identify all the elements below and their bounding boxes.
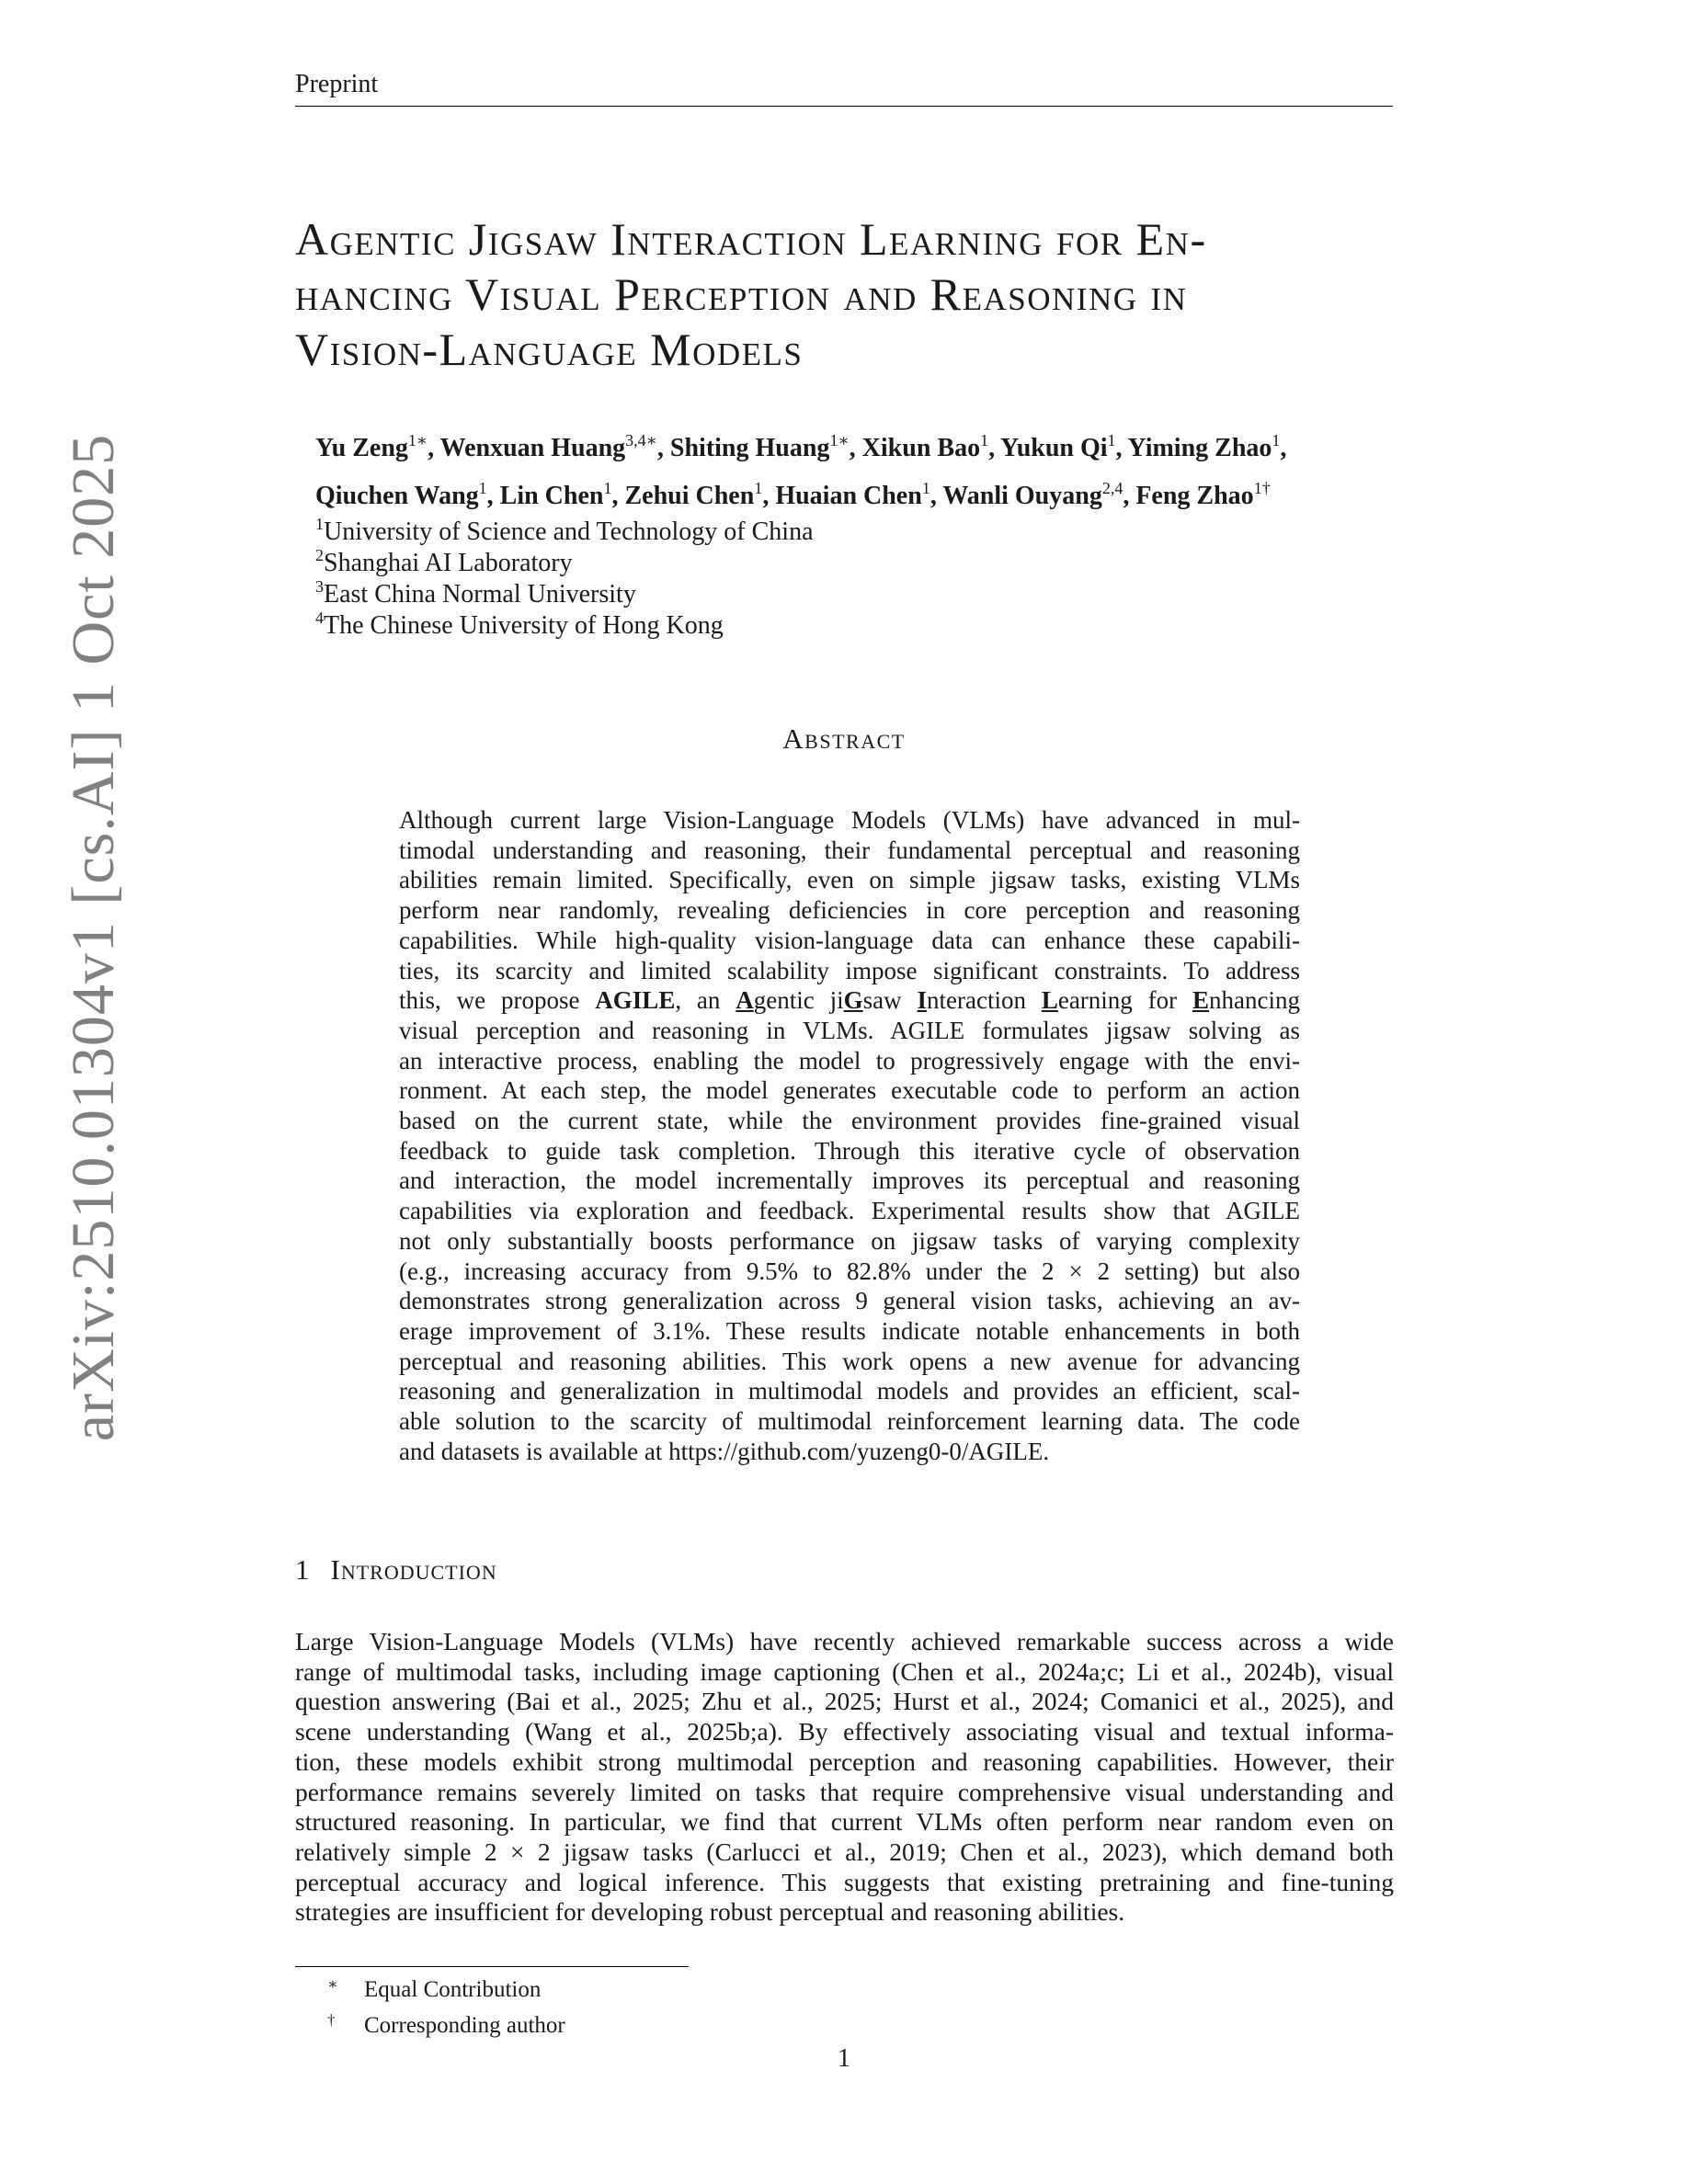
affiliation-number: 4 xyxy=(315,609,324,627)
title-line: Vision-Language Models xyxy=(295,324,804,375)
author-name: Huaian Chen xyxy=(775,482,922,510)
intro-line: question answering (Bai et al., 2025; Zhu et al., 2025; Hurst et al., 2024; Comanici et al., 2025), and xyxy=(295,1687,1394,1716)
title-line: hancing Visual Perception and Reasoning in xyxy=(295,268,1188,320)
abstract-line: abilities remain limited. Specifically, even on simple jigsaw tasks, existing VLMs xyxy=(399,866,1300,894)
author-affil-mark: 2,4 xyxy=(1101,479,1123,497)
abstract-text: gentic ji xyxy=(753,986,844,1015)
author-name: Lin Chen xyxy=(499,482,604,510)
abstract-line: and datasets is available at https://github.com/yuzeng0-0/AGILE. xyxy=(399,1437,1050,1465)
abstract-line: Although current large Vision-Language Models (VLMs) have advanced in mul- xyxy=(399,806,1300,834)
affiliation xyxy=(315,610,814,642)
abstract-line: (e.g., increasing accuracy from 9.5% to 82.8% under the 2 × 2 setting) but also xyxy=(399,1257,1300,1285)
abstract-line: and interaction, the model incrementally improves its perceptual and reasoning xyxy=(399,1166,1300,1195)
author-name: Qiuchen Wang xyxy=(315,482,479,510)
intro-line: Large Vision-Language Models (VLMs) have recently achieved remarkable success across a wide xyxy=(295,1627,1394,1655)
running-head: Preprint xyxy=(295,70,379,98)
intro-line: structured reasoning. In particular, we find that current VLMs often perform near random even on xyxy=(295,1807,1394,1837)
author-affil-mark: 1 xyxy=(603,479,612,497)
author-name: Yiming Zhao xyxy=(1127,434,1272,462)
page-number: 1 xyxy=(838,2044,850,2073)
acronym-letter: I xyxy=(917,986,928,1015)
abstract-agile-line xyxy=(399,985,1300,1016)
header-rule xyxy=(295,106,1393,107)
introduction-body xyxy=(295,1627,1394,1928)
agile-name: AGILE xyxy=(595,986,676,1015)
author-affil-mark: 1∗ xyxy=(829,431,850,449)
author-name: Wenxuan Huang xyxy=(439,434,626,462)
acronym-letter: L xyxy=(1041,986,1058,1015)
section-heading xyxy=(295,1553,497,1587)
author-line-1: Yu Zeng$^{1∗}$, Wenxuan Huang$^{3,4∗}$, Shiting Huang$^{1∗}$, Xikun Bao$^1$, Yukun Qi$^1$, Yiming Zhao$^1$, xyxy=(315,431,1287,462)
author-affil-mark: 1∗ xyxy=(407,431,428,449)
affiliation-number: 1 xyxy=(315,515,324,533)
author-line-2: Qiuchen Wang$^1$, Lin Chen$^1$, Zehui Chen$^1$, Huaian Chen$^1$, Wanli Ouyang$^{2,4}$, Feng Zhao$^{1\dagger}$ xyxy=(315,479,1271,510)
affiliation-number: 3 xyxy=(315,577,324,596)
affiliation xyxy=(315,517,814,548)
abstract-line: visual perception and reasoning in VLMs. AGILE formulates jigsaw solving as xyxy=(399,1016,1300,1044)
author-affil-mark: 1 xyxy=(478,479,487,497)
author-affil-mark: 1 xyxy=(754,479,763,497)
affiliation-text: University of Science and Technology of China xyxy=(324,518,814,546)
author-affil-mark: 1 xyxy=(921,479,930,497)
abstract-line: perform near randomly, revealing deficiencies in core perception and reasoning xyxy=(399,896,1300,925)
abstract-line: feedback to guide task completion. Through this iterative cycle of observation xyxy=(399,1136,1300,1165)
author-affil-mark: 1 xyxy=(1272,431,1281,449)
abstract-line: able solution to the scarcity of multimodal reinforcement learning data. The code xyxy=(399,1407,1300,1436)
footnote-mark: ∗ xyxy=(327,1975,338,1993)
footnote-text: Corresponding author xyxy=(364,2013,565,2038)
abstract-heading: Abstract xyxy=(782,722,906,755)
affiliation xyxy=(315,579,814,610)
abstract-line: an interactive process, enabling the model to progressively engage with the envi- xyxy=(399,1046,1300,1075)
author-affil-mark: 1 xyxy=(980,431,989,449)
intro-line: tion, these models exhibit strong multimodal perception and reasoning capabilities. However, their xyxy=(295,1746,1394,1776)
author-name: Zehui Chen xyxy=(624,482,755,510)
abstract-text: nteraction xyxy=(927,986,1042,1015)
abstract-line: not only substantially boosts performance on jigsaw tasks of varying complexity xyxy=(399,1226,1300,1255)
abstract-text: saw xyxy=(862,986,918,1015)
paper-title xyxy=(295,211,1398,377)
abstract-text: , an xyxy=(675,986,736,1015)
author-name: Wanli Ouyang xyxy=(942,482,1102,510)
footnote-rule xyxy=(295,1966,689,1967)
author-affil-mark: 3,4∗ xyxy=(625,431,657,449)
affiliation-text: The Chinese University of Hong Kong xyxy=(324,611,724,640)
affiliation xyxy=(315,548,814,579)
footnotes xyxy=(327,1969,565,2041)
intro-line: scene understanding (Wang et al., 2025b;a). By effectively associating visual and textual informa- xyxy=(295,1717,1394,1746)
intro-line: performance remains severely limited on tasks that require comprehensive visual understanding and xyxy=(295,1777,1394,1806)
abstract-line: perceptual and reasoning abilities. This work opens a new avenue for advancing xyxy=(399,1347,1300,1375)
footnote xyxy=(327,2005,565,2041)
abstract-line: capabilities via exploration and feedback. Experimental results show that AGILE xyxy=(399,1197,1300,1225)
affiliation-number: 2 xyxy=(315,546,324,564)
acronym-letter: A xyxy=(736,986,754,1015)
section-number: 1 xyxy=(295,1553,311,1586)
footnote-text: Equal Contribution xyxy=(364,1977,542,2002)
affiliation-list xyxy=(315,517,814,642)
abstract-line: ties, its scarcity and limited scalability impose significant constraints. To address xyxy=(399,956,1300,984)
footnote xyxy=(327,1969,565,2005)
abstract-line: based on the current state, while the environment provides fine-grained visual xyxy=(399,1107,1300,1135)
abstract-line: erage improvement of 3.1%. These results indicate notable enhancements in both xyxy=(399,1316,1300,1345)
author-affil-mark: 1† xyxy=(1253,479,1271,497)
intro-line: strategies are insufficient for developing robust perceptual and reasoning abilities. xyxy=(295,1897,1125,1927)
abstract-text: this, we propose xyxy=(399,986,596,1015)
author-name: Xikun Bao xyxy=(861,434,981,462)
intro-line: perceptual accuracy and logical inference. This suggests that existing pretraining and fine-tuning xyxy=(295,1867,1394,1896)
footnote-mark: † xyxy=(327,2011,336,2029)
author-name: Yukun Qi xyxy=(1000,434,1108,462)
abstract-text: nhancing xyxy=(1209,986,1300,1015)
abstract-line: ronment. At each step, the model generates executable code to perform an action xyxy=(399,1076,1300,1105)
abstract-text: earning for xyxy=(1057,986,1192,1015)
acronym-letter: E xyxy=(1192,986,1210,1015)
author-list xyxy=(315,425,1400,520)
author-affil-mark: 1 xyxy=(1107,431,1116,449)
abstract-line: timodal understanding and reasoning, their fundamental perceptual and reasoning xyxy=(399,836,1300,864)
arxiv-watermark: arXiv:2510.01304v1 [cs.AI] 1 Oct 2025 xyxy=(60,433,127,1442)
affiliation-text: East China Normal University xyxy=(324,580,636,609)
section-title: Introduction xyxy=(330,1553,497,1586)
abstract-line: reasoning and generalization in multimodal models and provides an efficient, scal- xyxy=(399,1377,1300,1405)
author-name: Yu Zeng xyxy=(315,434,408,462)
title-line: Agentic Jigsaw Interaction Learning for En- xyxy=(295,213,1207,265)
affiliation-text: Shanghai AI Laboratory xyxy=(324,549,573,577)
intro-line: relatively simple 2 × 2 jigsaw tasks (Carlucci et al., 2019; Chen et al., 2023), which demand both xyxy=(295,1837,1394,1866)
author-name: Feng Zhao xyxy=(1135,482,1254,510)
author-name: Shiting Huang xyxy=(669,434,830,462)
abstract-body xyxy=(399,805,1300,1466)
abstract-line: capabilities. While high-quality vision-language data can enhance these capabili- xyxy=(399,926,1300,954)
abstract-line: demonstrates strong generalization across 9 general vision tasks, achieving an av- xyxy=(399,1287,1300,1315)
intro-line: range of multimodal tasks, including image captioning (Chen et al., 2024a;c; Li et al., 2024b), visual xyxy=(295,1656,1394,1686)
acronym-letter: G xyxy=(843,986,863,1015)
